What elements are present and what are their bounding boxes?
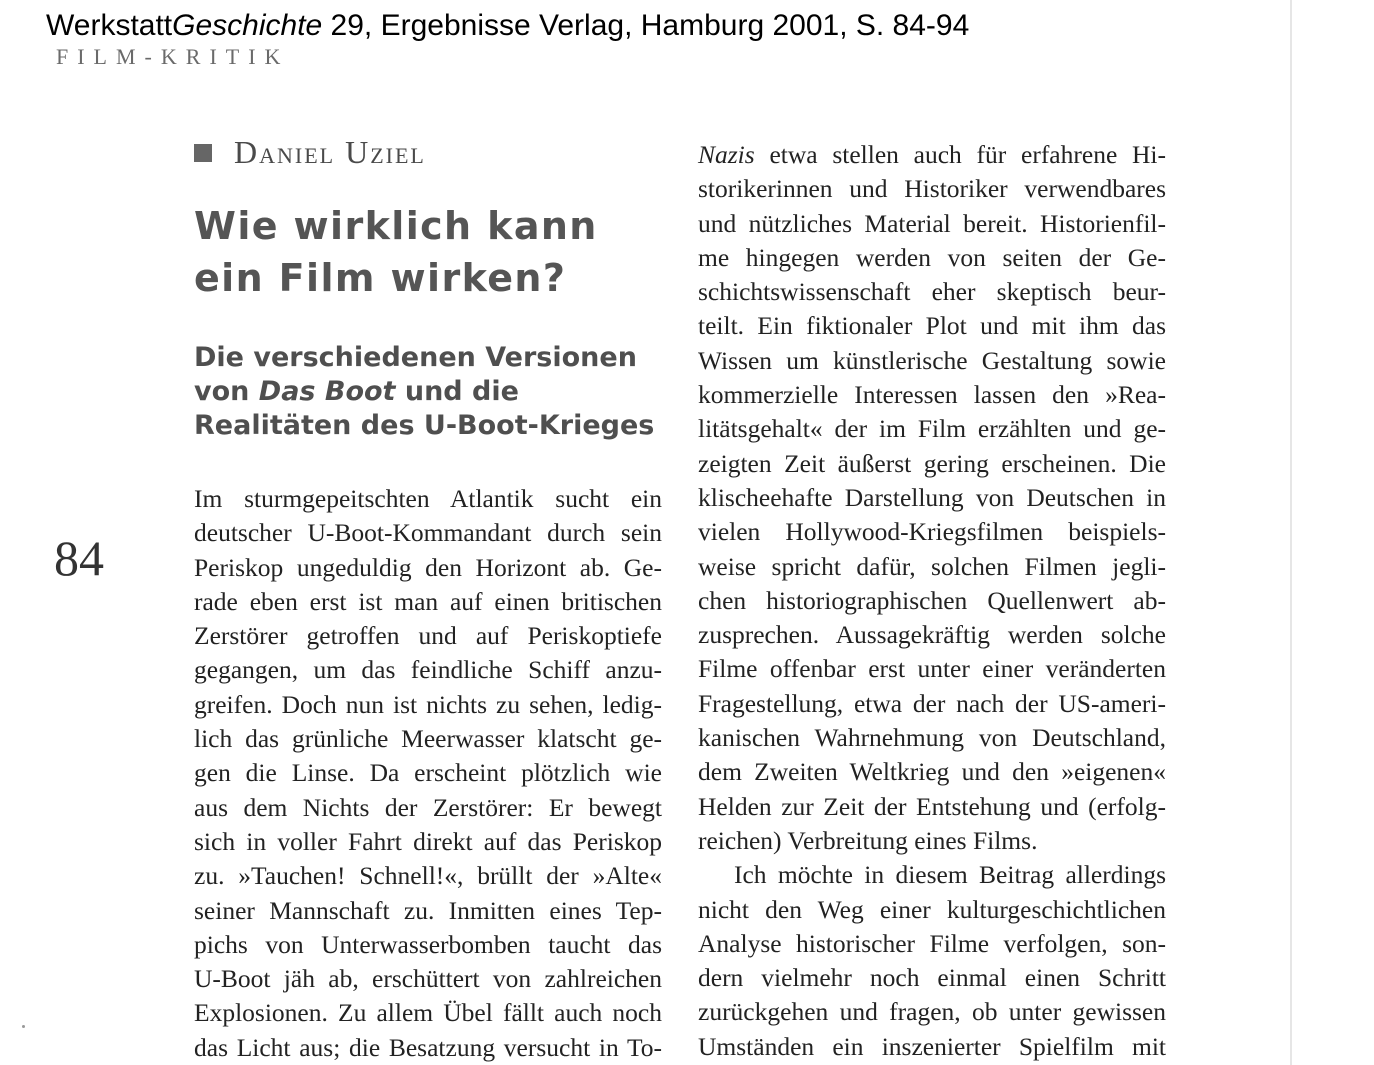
page-number: 84 (54, 530, 104, 586)
text-line: das Licht aus; die Besatzung versucht in To- (194, 1032, 662, 1062)
citation-rest: 29, Ergebnisse Verlag, Hamburg 2001, S. 84-94 (322, 9, 970, 42)
text-line: zusprechen. Aussagekräftig werden solche (698, 620, 1166, 650)
text-line: Ich möchte in diesem Beitrag allerdings (734, 860, 1166, 890)
text-line: Periskop ungeduldig den Horizont ab. Ge- (194, 552, 662, 582)
right-text-column (698, 138, 1166, 1064)
text-line: storikerinnen und Historiker verwendbares (698, 174, 1166, 204)
title-line: Wie wirklich kann (194, 204, 598, 248)
text-line: Filme offenbar erst unter einer veränderten (698, 654, 1166, 684)
text-line: Wissen um künstlerische Gestaltung sowie (698, 345, 1166, 375)
text-line: lich das grünliche Meerwasser klatscht ge- (194, 724, 662, 754)
source-citation (46, 8, 969, 44)
subtitle-line (194, 375, 674, 409)
text-line: schichtswissenschaft eher skeptisch beur- (698, 277, 1166, 307)
text-line: und nützliches Material bereit. Historienfil- (698, 208, 1166, 238)
text-line: greifen. Doch nun ist nichts zu sehen, ledig- (194, 689, 662, 719)
subtitle-text: und die (395, 376, 519, 407)
text-line: Im sturmgepeitschten Atlantik sucht ein (194, 484, 662, 513)
subtitle-text: von (194, 376, 259, 407)
text-line: Analyse historischer Filme verfolgen, son- (698, 928, 1166, 958)
text-line: deutscher U-Boot-Kommandant durch sein (194, 518, 662, 548)
page-edge-divider (1290, 0, 1292, 1065)
text-line: vielen Hollywood-Kriegsfilmen beispiels- (698, 517, 1166, 547)
text-line: teilt. Ein fiktionaler Plot und mit ihm das (698, 311, 1166, 341)
author-line (194, 134, 426, 171)
text-line: sich in voller Fahrt direkt auf das Periskop (194, 826, 662, 856)
article-subtitle (194, 341, 674, 443)
text-line: Explosionen. Zu allem Übel fällt auch noch (194, 998, 662, 1028)
film-title: Das Boot (258, 376, 396, 407)
text-line: reichen) Verbreitung eines Films. (698, 825, 1038, 855)
text-line: gen die Linse. Da erscheint plötzlich wie (194, 758, 662, 788)
text-line: zurückgehen und fragen, ob unter gewissen (698, 997, 1166, 1027)
text-line: kanischen Wahrnehmung von Deutschland, (698, 723, 1166, 753)
text-line: zu. »Tauchen! Schnell!«, brüllt der »Alte« (194, 861, 662, 891)
subtitle-line: Die verschiedenen Versionen (194, 342, 637, 373)
text-line: zeigten Zeit äußerst gering erscheinen. Die (698, 448, 1166, 478)
text-line: rade eben erst ist man auf einen britischen (194, 586, 662, 616)
text-line (698, 138, 1166, 172)
text-line: nicht den Weg einer kulturgeschichtlichen (698, 894, 1166, 924)
text-line: gegangen, um das feindliche Schiff anzu- (194, 655, 662, 685)
text-line: Umständen ein inszenierter Spielfilm mit (698, 1031, 1166, 1061)
square-bullet-icon (194, 144, 212, 162)
text-line: litätsgehalt« der im Film erzählten und ge- (698, 414, 1166, 444)
italic-word: Nazis (698, 140, 755, 169)
title-line: ein Film wirken? (194, 256, 567, 300)
citation-italic: Geschichte (172, 9, 323, 42)
text-line: U-Boot jäh ab, erschüttert von zahlreichen (194, 964, 662, 994)
text-line: pichs von Unterwasserbomben taucht das (194, 929, 662, 959)
text-line: dem Zweiten Weltkrieg und den »eigenen« (698, 757, 1166, 787)
scan-speck (22, 1025, 25, 1028)
text-line: Fragestellung, etwa der nach der US-ameri- (698, 688, 1166, 718)
text-line: klischeehafte Darstellung von Deutschen in (698, 482, 1166, 512)
text-line: me hingegen werden von seiten der Ge- (698, 242, 1166, 272)
text-line: aus dem Nichts der Zerstörer: Er bewegt (194, 792, 662, 822)
citation-prefix: Werkstatt (46, 9, 173, 42)
article-title (194, 200, 634, 304)
subtitle-line: Realitäten des U-Boot-Krieges (194, 410, 655, 441)
section-label: FILM-KRITIK (56, 44, 290, 69)
text-line: kommerzielle Interessen lassen den »Rea- (698, 380, 1166, 410)
text-line: Zerstörer getroffen und auf Periskoptiefe (194, 621, 662, 651)
text-line: chen historiographischen Quellenwert ab- (698, 585, 1166, 615)
text-line: dern vielmehr noch einmal einen Schritt (698, 963, 1166, 993)
left-text-column (194, 482, 662, 1065)
text-line: weise spricht dafür, solchen Filmen jegli- (698, 551, 1166, 581)
text-line: seiner Mannschaft zu. Inmitten eines Tep- (194, 895, 662, 925)
line-text: etwa stellen auch für erfahrene Hi- (754, 140, 1166, 169)
author-name: Daniel Uziel (234, 134, 426, 170)
text-line: Helden zur Zeit der Entstehung und (erfolg- (698, 791, 1166, 821)
